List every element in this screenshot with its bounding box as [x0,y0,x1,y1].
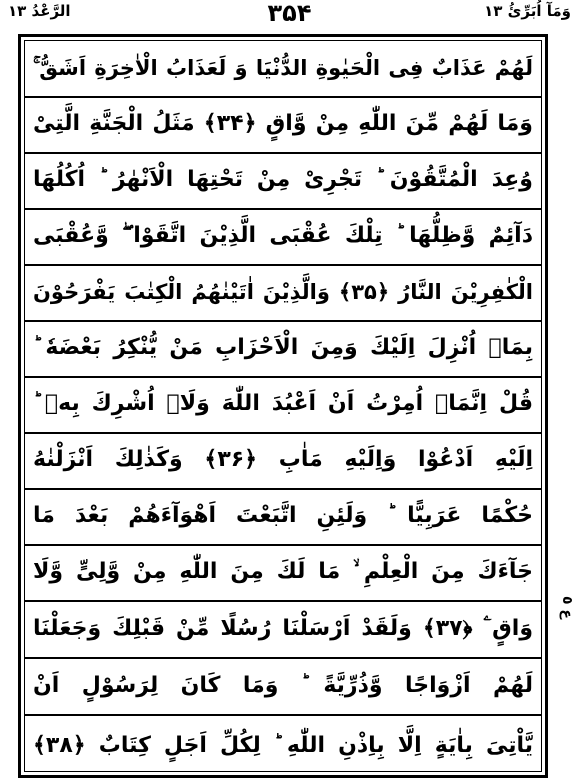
text-frame [18,34,548,778]
line-text: وَمَا لَهُمْ مِّنَ اللّٰهِ مِنْ وَّاقٍ ﴿۳۴﴾ مَثَلُ الْجَنَّةِ الَّتِىْ [33,111,533,136]
text-line [25,320,541,378]
line-text: قُلْ اِنَّمَاۤ اُمِرْتُ اَنْ اَعْبُدَ اللّٰهَ وَلَاۤ اُشْرِكَ بِهٖ ؕ [33,391,533,416]
text-line [25,208,541,266]
line-text: اِلَيْهِ اَدْعُوْا وَاِلَيْهِ مَاٰبِ ﴿۳۶﴾ وَكَذٰلِكَ اَنْزَلْنٰهُ [33,447,534,472]
text-line [25,544,541,602]
text-block [24,40,542,772]
line-text: حُكْمًا عَرَبِيًّا ؕ وَلَئِنِ اتَّبَعْتَ اَهْوَآءَهُمْ بَعْدَ مَا [33,503,533,528]
text-line [25,264,541,322]
ruku-marker: ع ٥ [559,596,575,619]
line-text: دَآئِمٌ وَّظِلُّهَا ؕ تِلْكَ عُقْبَى الَّذِيْنَ اتَّقَوْا ۖ وَّعُقْبَى [33,223,533,248]
line-text: لَهُمْ عَذَابٌ فِى الْحَيٰوةِ الدُّنْيَا وَ لَعَذَابُ الْاٰخِرَةِ اَشَقُّ ۚ [33,56,533,80]
text-line [25,488,541,546]
text-line [25,714,541,777]
line-text: وَاقٍ ۧ ﴿۳۷﴾ وَلَقَدْ اَرْسَلْنَا رُسُلًا مِّنْ قَبْلِكَ وَجَعَلْنَا [33,615,533,641]
surah-name: الرَّعْدُ ۱۳ [8,2,71,20]
line-text: جَآءَكَ مِنَ الْعِلْمِ ۙ مَا لَكَ مِنَ اللّٰهِ مِنْ وَّلِىٍّ وَّلَا [33,559,533,584]
page-number: ۳۵۴ [267,0,312,27]
text-line [25,600,541,659]
juz-name: وَمَآ اُبَرِّئُ ۱۳ [484,2,571,20]
text-line [25,41,541,98]
page-header [0,0,579,32]
line-text: وُعِدَ الْمُتَّقُوْنَ ؕ تَجْرِىْ مِنْ تَحْتِهَا الْاَنْهٰرُ ؕ اُكُلُهَا [33,167,533,192]
line-text: لَهُمْ اَزْوَاجًا وَّذُرِّيَّةً ؕ وَمَا كَانَ لِرَسُوْلٍ اَنْ [33,672,533,698]
line-text: يَّاْتِىَ بِاٰيَةٍ اِلَّا بِاِذْنِ اللّٰهِ ؕ لِكُلِّ اَجَلٍ كِتَابٌ ﴿۳۸﴾ [33,732,533,758]
text-line [25,432,541,490]
text-line [25,96,541,154]
text-line [25,657,541,716]
line-text: بِمَاۤ اُنْزِلَ اِلَيْكَ وَمِنَ الْاَحْزَابِ مَنْ يُّنْكِرُ بَعْضَهٗ ؕ [33,335,533,360]
text-line [25,376,541,434]
line-text: الْكٰفِرِيْنَ النَّارُ ﴿۳۵﴾ وَالَّذِيْنَ اٰتَيْنٰهُمُ الْكِتٰبَ يَفْرَحُوْنَ [33,279,533,304]
text-line [25,152,541,210]
